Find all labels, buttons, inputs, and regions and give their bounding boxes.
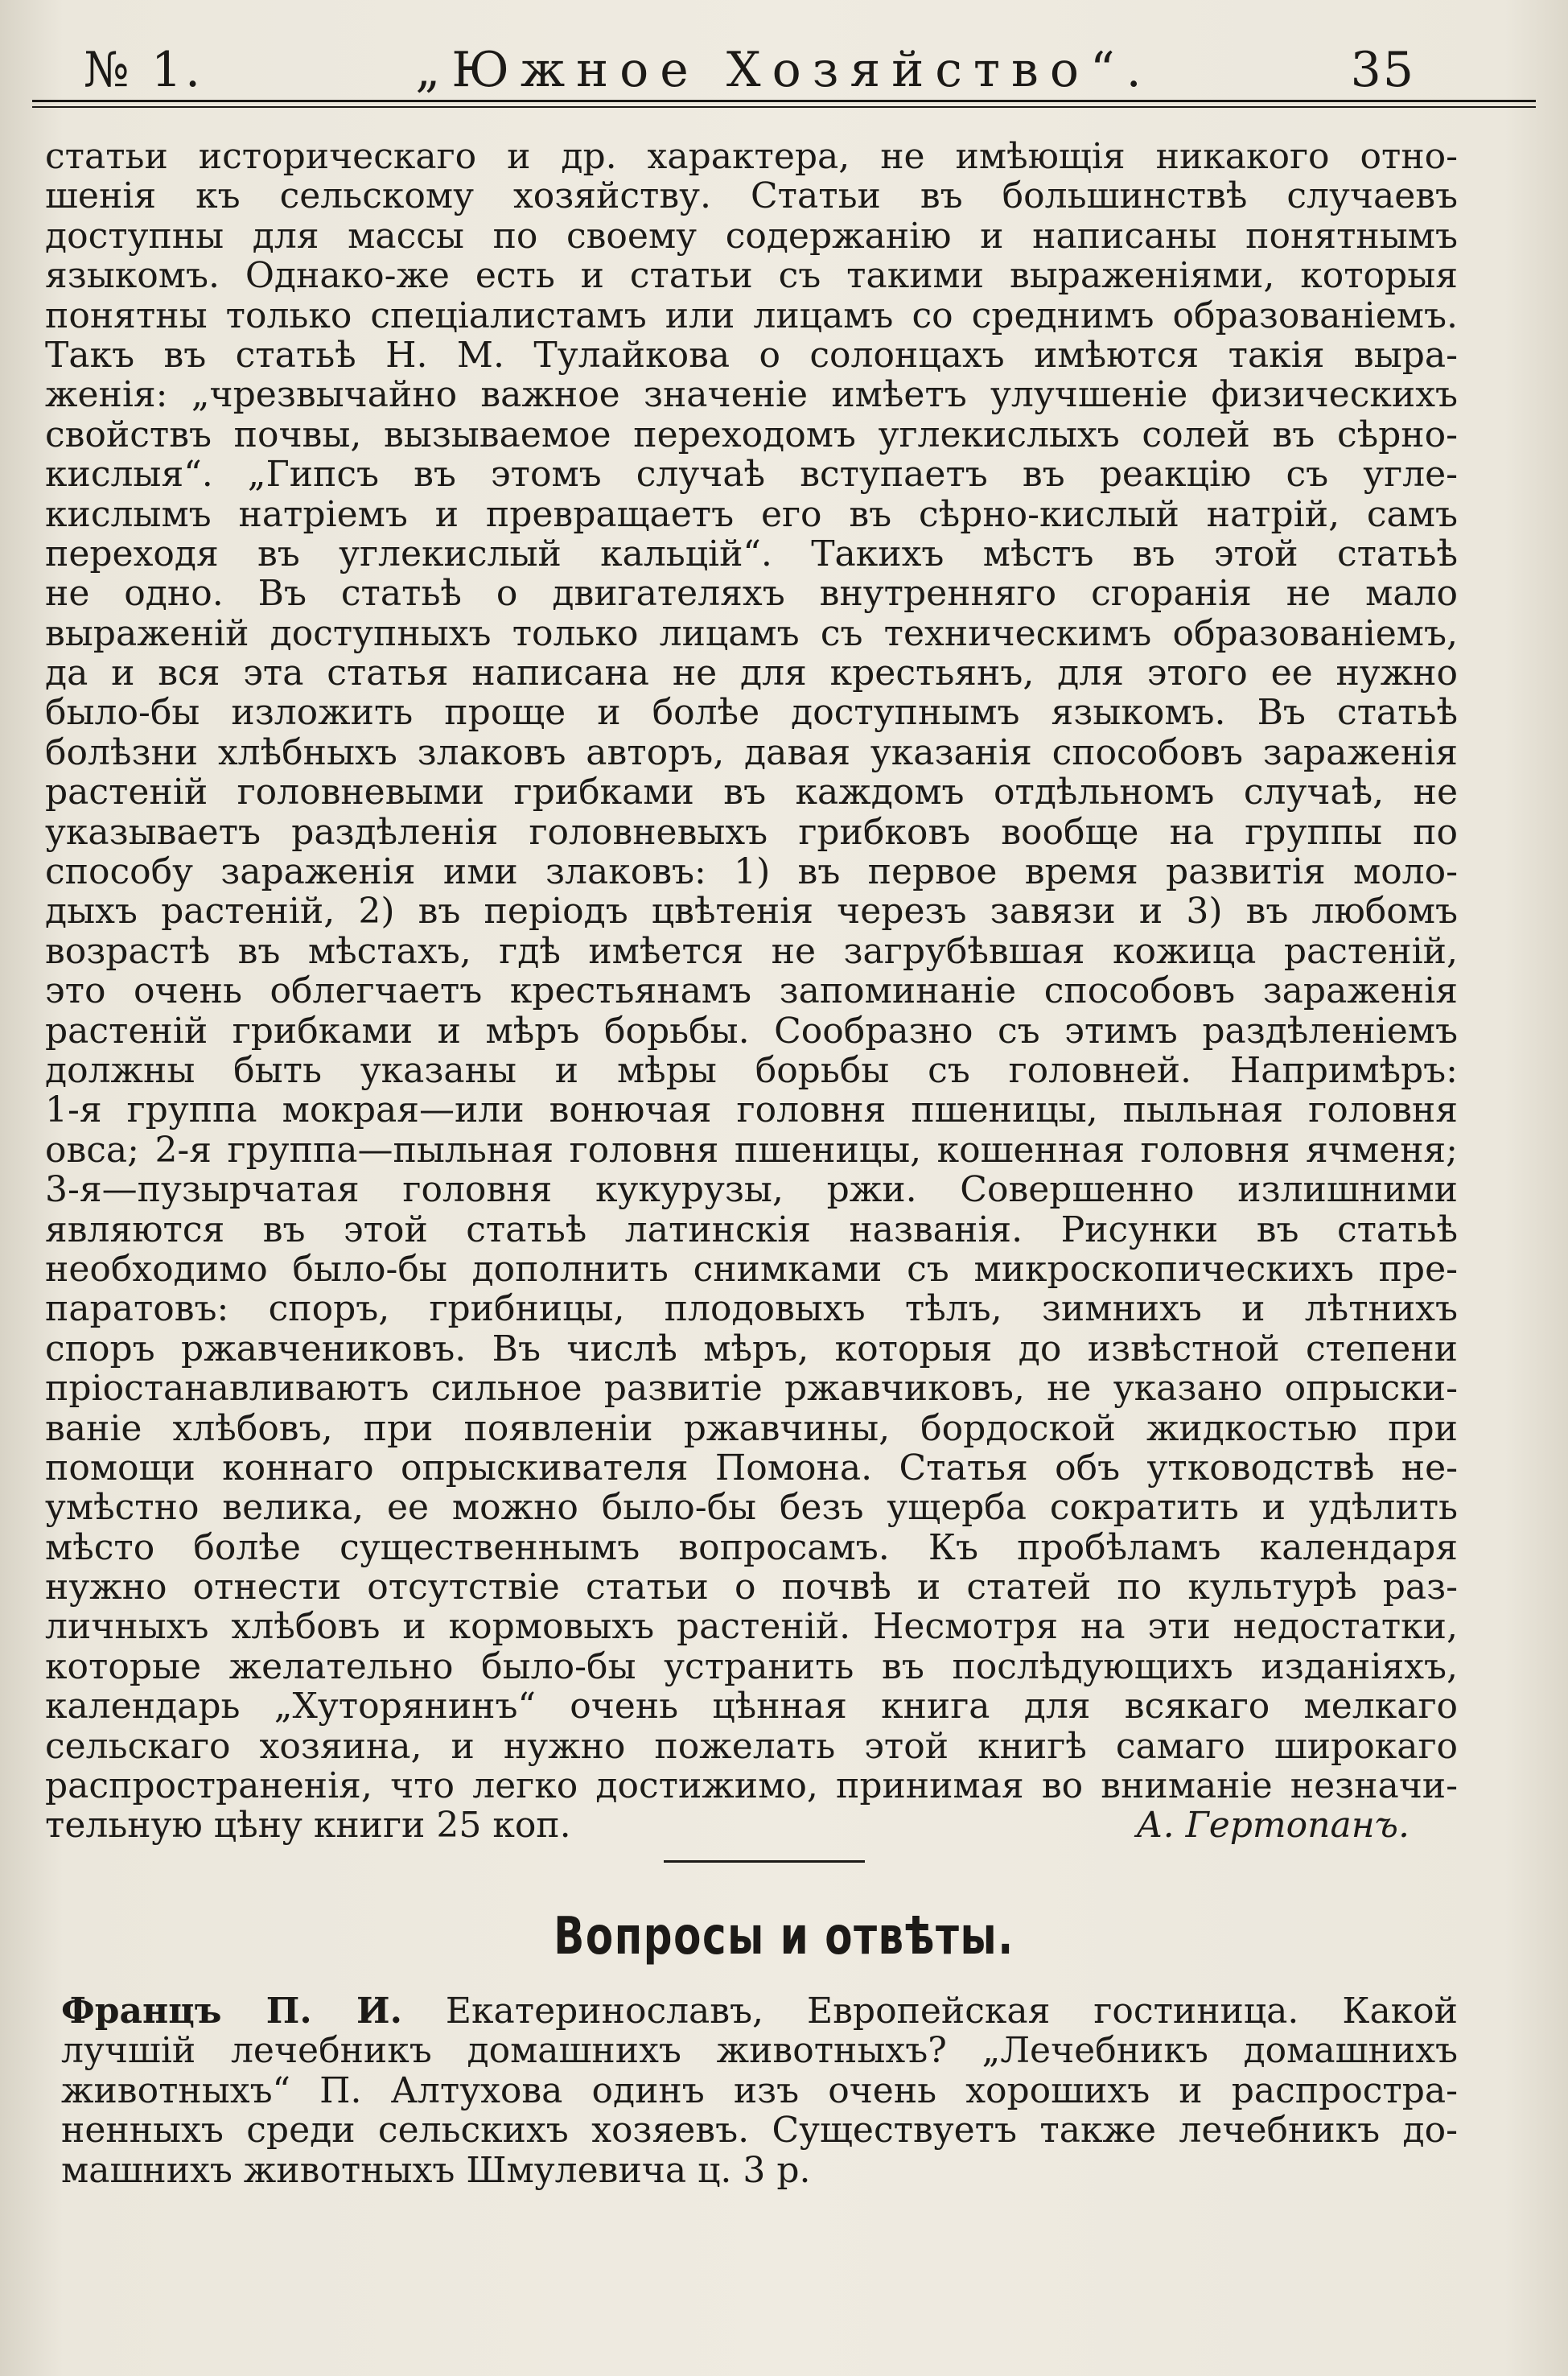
article-line: являются въ этой статьѣ латинскія названія. Рисунки въ статьѣ bbox=[45, 1209, 1458, 1250]
section-title: Вопросы и отвѣты. bbox=[554, 1907, 1014, 1966]
article-line: ваніе хлѣбовъ, при появленіи ржавчины, бордоской жидкостью при bbox=[45, 1408, 1458, 1448]
article-line: паратовъ: споръ, грибницы, плодовыхъ тѣлъ, зимнихъ и лѣтнихъ bbox=[45, 1289, 1458, 1329]
article-line: свойствъ почвы, вызываемое переходомъ углекислыхъ солей въ сѣрно- bbox=[45, 414, 1458, 455]
article-line: да и вся эта статья написана не для крестьянъ, для этого ее нужно bbox=[45, 653, 1458, 694]
article-line: помощи коннаго опрыскивателя Помона. Статья объ утководствѣ не- bbox=[45, 1447, 1458, 1489]
article-line: споръ ржавчениковъ. Въ числѣ мѣръ, которыя до извѣстной степени bbox=[45, 1328, 1458, 1369]
article-line: овса; 2-я группа—пыльная головня пшеницы, кошенная головня ячменя; bbox=[45, 1130, 1458, 1171]
journal-title: „Южное Хозяйство“. bbox=[415, 42, 1153, 98]
qa-asker: Францъ П. И. bbox=[61, 1991, 402, 2032]
article-line: было-бы изложить проще и болѣе доступнымъ языкомъ. Въ статьѣ bbox=[45, 693, 1458, 733]
article-line: шенія къ сельскому хозяйству. Статьи въ большинствѣ случаевъ bbox=[45, 176, 1458, 216]
qa-last-line: машнихъ животныхъ Шмулевича ц. 3 р. bbox=[61, 2150, 811, 2190]
qa-question-start: Екатеринославъ, Европейская гостиница. Какой bbox=[401, 1991, 1458, 2032]
qa-first-line bbox=[61, 1991, 1458, 2031]
article-line: мѣсто болѣе существеннымъ вопросамъ. Къ пробѣламъ календаря bbox=[45, 1527, 1458, 1568]
article-line: растеній головневыми грибками въ каждомъ отдѣльномъ случаѣ, не bbox=[45, 772, 1458, 813]
header-rule-top bbox=[32, 100, 1536, 102]
issue-number: № 1. bbox=[84, 42, 204, 98]
qa-answer bbox=[61, 2031, 1458, 2190]
article-line: кислымъ натріемъ и превращаетъ его въ сѣрно-кислый натрій, самъ bbox=[45, 494, 1458, 534]
article-line: нужно отнести отсутствіе статьи о почвѣ и статей по культурѣ раз- bbox=[45, 1567, 1458, 1608]
article-line: языкомъ. Однако-же есть и статьи съ такими выраженіями, которыя bbox=[45, 256, 1458, 296]
article-line: статьи историческаго и др. характера, не имѣющія никакого отно- bbox=[45, 137, 1458, 177]
article-line: которые желательно было-бы устранить въ послѣдующихъ изданіяхъ, bbox=[45, 1646, 1458, 1687]
qa-line: лучшій лечебникъ домашнихъ животныхъ? „Лечебникъ домашнихъ bbox=[61, 2031, 1458, 2071]
article-line: не одно. Въ статьѣ о двигателяхъ внутренняго сгоранія не мало bbox=[45, 574, 1458, 614]
article-line: растеній грибками и мѣръ борьбы. Сообразно съ этимъ раздѣленіемъ bbox=[45, 1011, 1458, 1051]
section-divider bbox=[664, 1860, 865, 1863]
article-line: это очень облегчаетъ крестьянамъ запоминаніе способовъ зараженія bbox=[45, 971, 1458, 1011]
page-number: 35 bbox=[1350, 42, 1415, 98]
article-line: умѣстно велика, ее можно было-бы безъ ущерба сократить и удѣлить bbox=[45, 1488, 1458, 1528]
qa-entry bbox=[61, 1991, 1458, 2031]
article-line: сельскаго хозяина, и нужно пожелать этой книгѣ самаго широкаго bbox=[45, 1726, 1458, 1767]
header-rule-bottom bbox=[32, 106, 1536, 108]
article-line: женія: „чрезвычайно важное значеніе имѣетъ улучшеніе физическихъ bbox=[45, 375, 1458, 415]
qa-line: животныхъ“ П. Алтухова одинъ изъ очень хорошихъ и распростра- bbox=[61, 2070, 1458, 2111]
article-last-line: тельную цѣну книги 25 коп. bbox=[45, 1806, 571, 1846]
article-line: распространенія, что легко достижимо, принимая во вниманіе незначи- bbox=[45, 1766, 1458, 1806]
page-header bbox=[32, 39, 1536, 103]
article-line: способу зараженія ими злаковъ: 1) въ первое время развитія моло- bbox=[45, 852, 1458, 892]
article-line: болѣзни хлѣбныхъ злаковъ авторъ, давая указанія способовъ зараженія bbox=[45, 732, 1458, 773]
article-line: указываетъ раздѣленія головневыхъ грибковъ вообще на группы по bbox=[45, 812, 1458, 853]
article-line: календарь „Хуторянинъ“ очень цѣнная книга для всякаго мелкаго bbox=[45, 1686, 1458, 1727]
article-line: Такъ въ статьѣ Н. М. Тулайкова о солонцахъ имѣются такія выра- bbox=[45, 335, 1458, 376]
article-closing bbox=[45, 1806, 1458, 1845]
article-line: кислыя“. „Гипсъ въ этомъ случаѣ вступаетъ въ реакцію съ угле- bbox=[45, 455, 1458, 495]
article-line: необходимо было-бы дополнить снимками съ микроскопическихъ пре- bbox=[45, 1249, 1458, 1290]
qa-line: ненныхъ среди сельскихъ хозяевъ. Существуетъ также лечебникъ до- bbox=[61, 2110, 1458, 2151]
article-body bbox=[45, 137, 1458, 1846]
article-line: 3-я—пузырчатая головня кукурузы, ржи. Совершенно излишними bbox=[45, 1170, 1458, 1210]
article-line: возрастѣ въ мѣстахъ, гдѣ имѣется не загрубѣвшая кожица растеній, bbox=[45, 931, 1458, 972]
article-line: доступны для массы по своему содержанію и написаны понятнымъ bbox=[45, 216, 1458, 257]
article-line: понятны только спеціалистамъ или лицамъ со среднимъ образованіемъ. bbox=[45, 295, 1458, 336]
author-signature: А. Гертопанъ. bbox=[1136, 1805, 1410, 1847]
article-line: переходя въ углекислый кальцій“. Такихъ мѣстъ въ этой статьѣ bbox=[45, 533, 1458, 574]
article-line: 1-я группа мокрая—или вонючая головня пшеницы, пыльная головня bbox=[45, 1090, 1458, 1130]
article-line: выраженій доступныхъ только лицамъ съ техническимъ образованіемъ, bbox=[45, 613, 1458, 654]
article-line: должны быть указаны и мѣры борьбы съ головней. Напримѣръ: bbox=[45, 1050, 1458, 1091]
article-line: дыхъ растеній, 2) въ періодъ цвѣтенія черезъ завязи и 3) въ любомъ bbox=[45, 892, 1458, 932]
article-line: пріостанавливаютъ сильное развитіе ржавчиковъ, не указано опрыски- bbox=[45, 1369, 1458, 1409]
article-line: личныхъ хлѣбовъ и кормовыхъ растеній. Несмотря на эти недостатки, bbox=[45, 1607, 1458, 1647]
